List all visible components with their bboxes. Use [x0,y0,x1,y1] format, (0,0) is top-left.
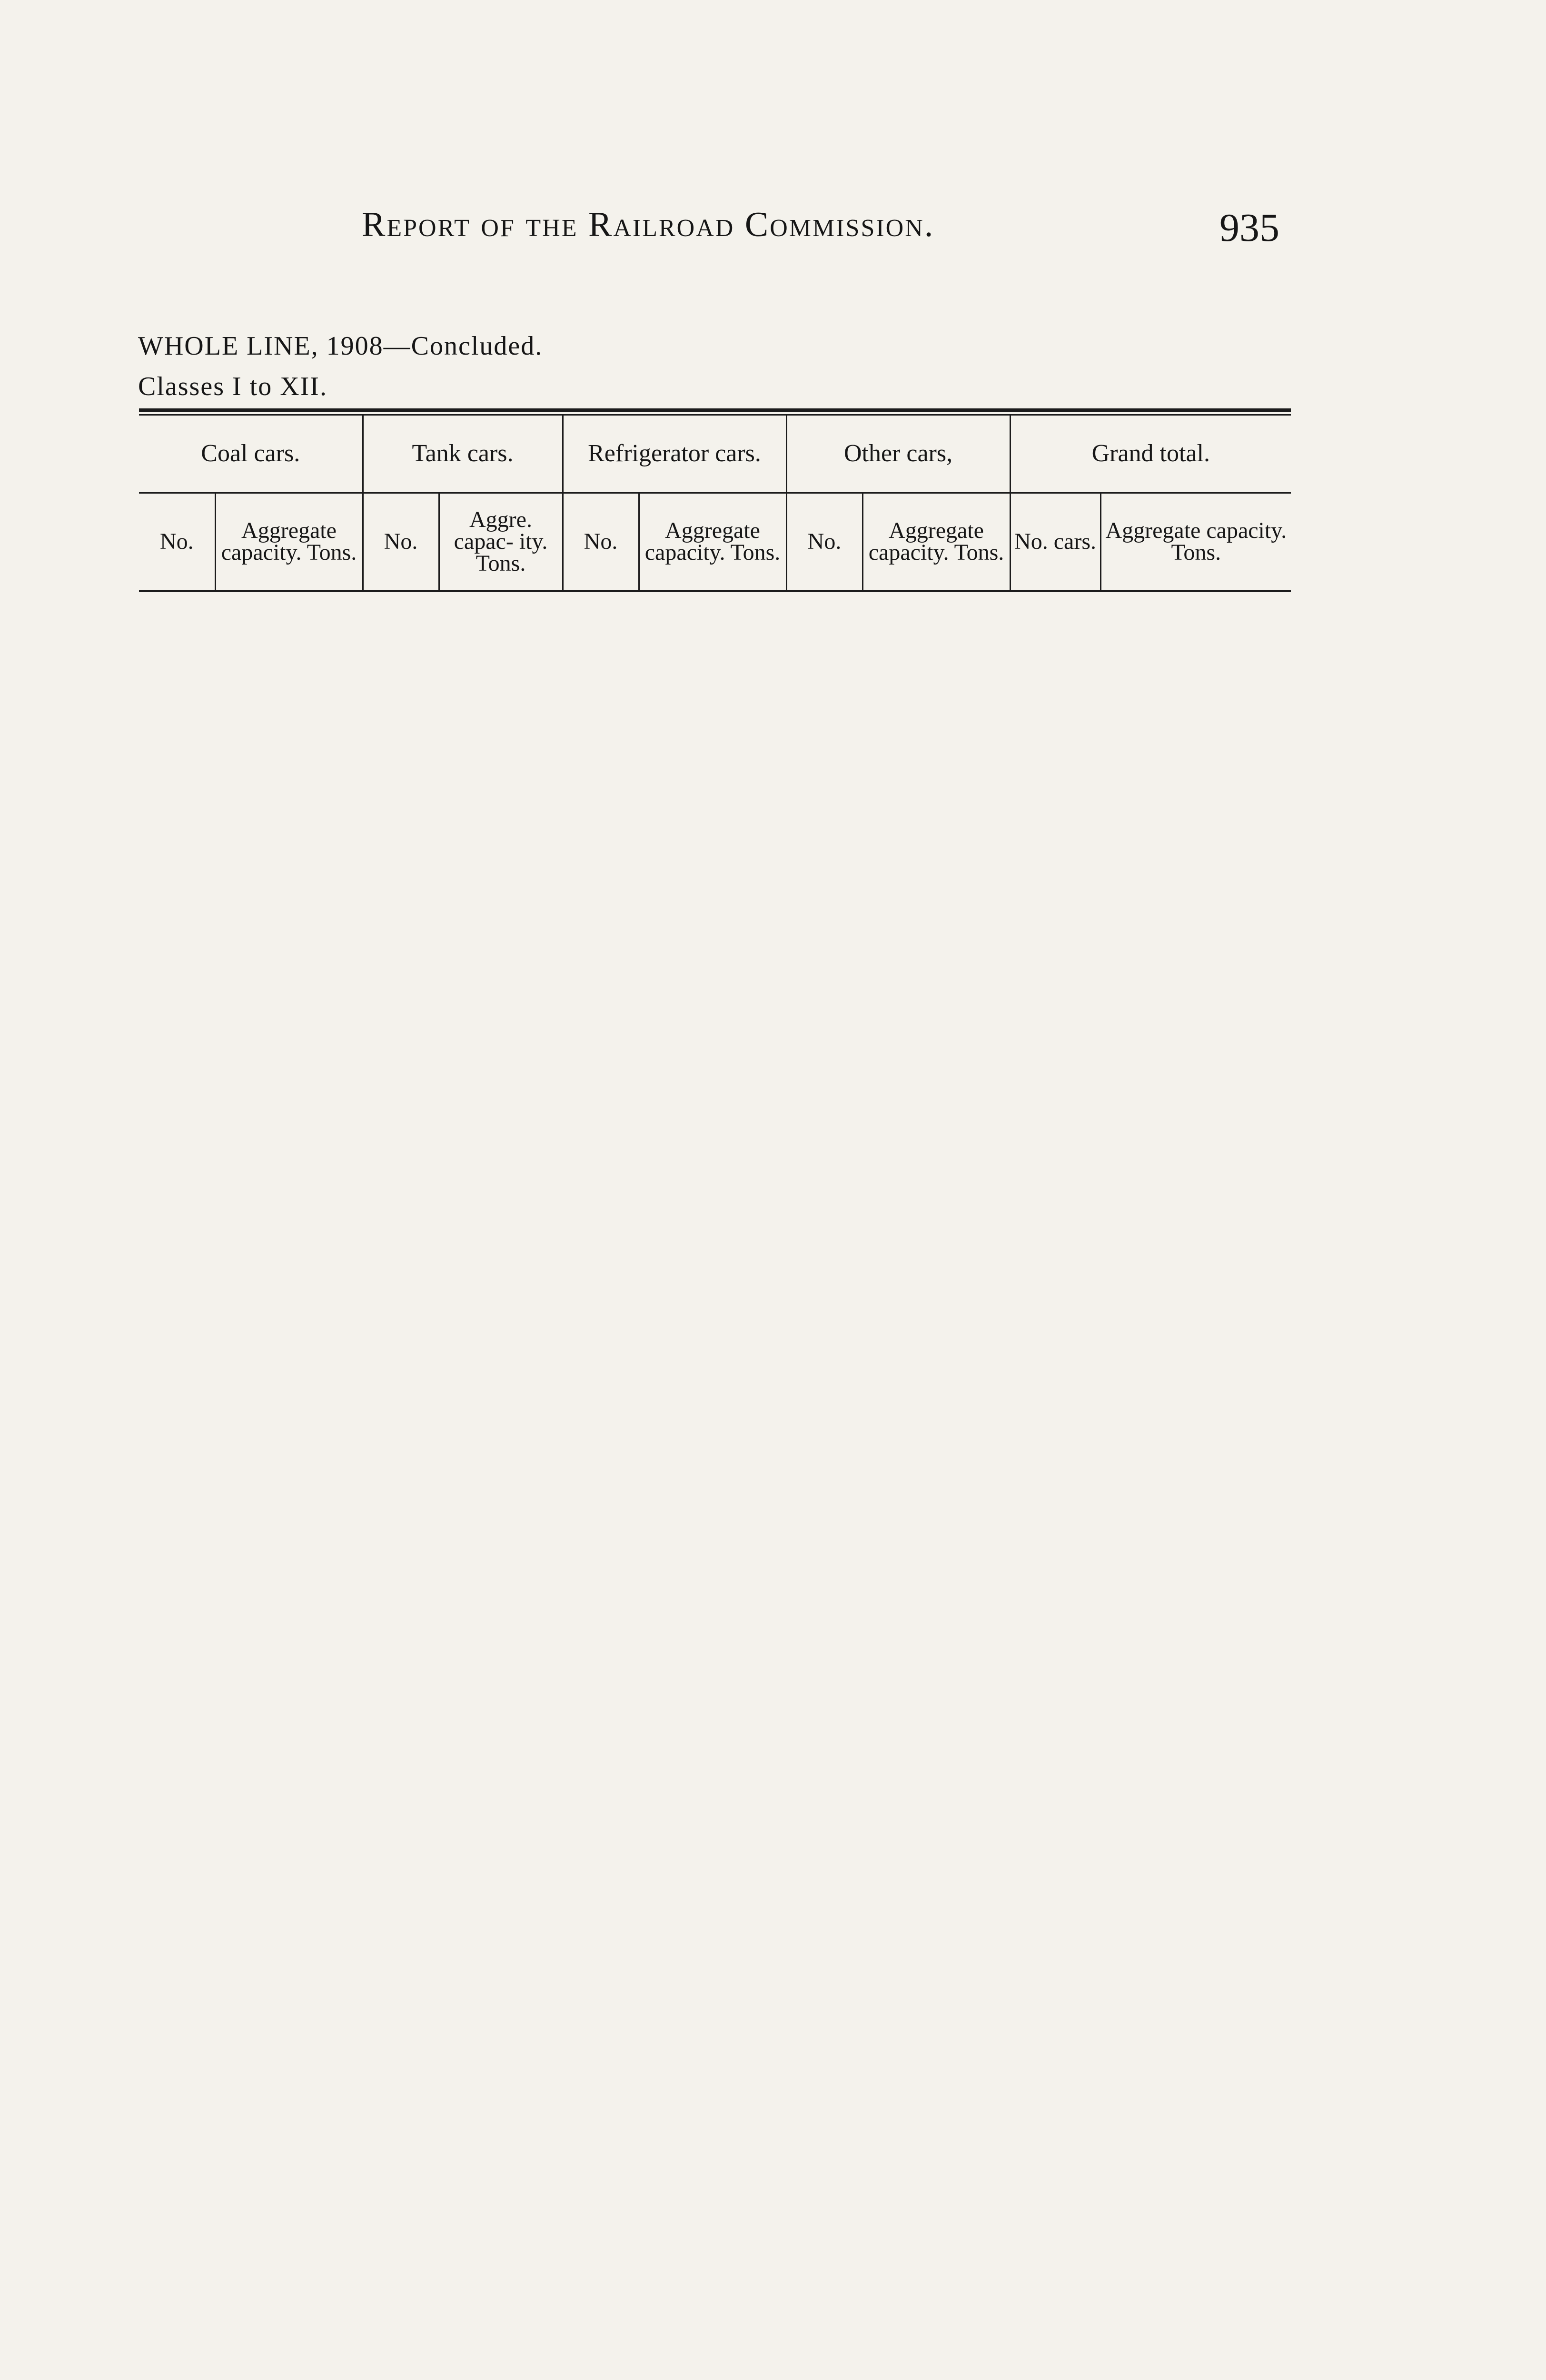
running-title: Report of the Railroad Commission. [362,205,935,244]
col-tank-capacity: Aggre. capac- ity. Tons. [439,493,563,591]
group-other-cars: Other cars, [786,415,1010,493]
group-header-row [139,415,1291,493]
col-tank-no: No. [363,493,439,591]
col-other-capacity: Aggregate capacity. Tons. [862,493,1010,591]
group-refrigerator-cars: Refrigerator cars. [563,415,786,493]
group-coal-cars: Coal cars. [139,415,363,493]
car-capacity-table [139,415,1291,592]
group-grand-total: Grand total. [1010,415,1291,493]
col-refrigerator-no: No. [563,493,639,591]
table-classes: Classes I to XII. [138,372,327,401]
table-subtitle: WHOLE LINE, 1908—Concluded. [138,331,543,361]
running-header [362,205,1279,248]
col-refrigerator-capacity: Aggregate capacity. Tons. [639,493,786,591]
col-grand-capacity: Aggregate capacity. Tons. [1100,493,1291,591]
page-number: 935 [1219,206,1279,250]
col-other-no: No. [786,493,862,591]
group-tank-cars: Tank cars. [363,415,563,493]
top-rule [139,408,1291,412]
col-coal-capacity: Aggregate capacity. Tons. [215,493,363,591]
col-grand-no: No. cars. [1010,493,1100,591]
sub-header-row [139,493,1291,591]
col-coal-no: No. [139,493,215,591]
